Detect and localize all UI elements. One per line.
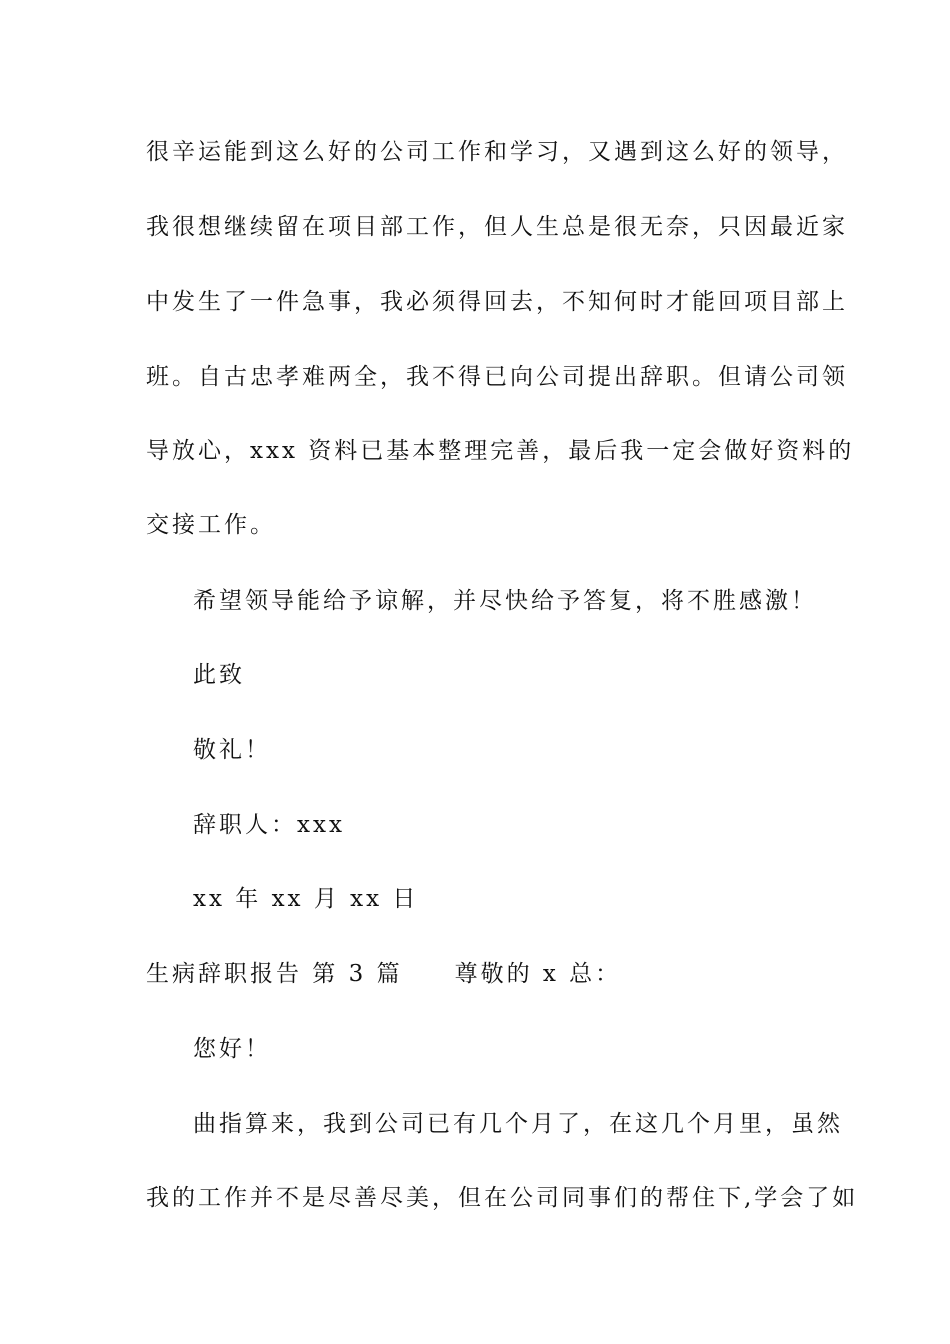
paragraph-line-2: 我很想继续留在项目部工作，但人生总是很无奈，只因最近家 xyxy=(146,214,848,240)
section-heading-line xyxy=(146,959,816,989)
closing-line-2: 敬礼！ xyxy=(193,737,271,763)
closing-line-1: 此致 xyxy=(193,662,245,688)
body-line-2: 我的工作并不是尽善尽美，但在公司同事们的帮住下,学会了如 xyxy=(146,1185,859,1211)
greeting-line: 您好！ xyxy=(193,1036,271,1062)
paragraph-line-1: 很辛运能到这么好的公司工作和学习，又遇到这么好的领导， xyxy=(146,139,848,165)
date-line: xx 年 xx 月 xx 日 xyxy=(193,886,419,912)
section-title: 生病辞职报告 第 3 篇 xyxy=(146,961,403,987)
hope-line: 希望领导能给予谅解，并尽快给予答复，将不胜感激！ xyxy=(193,588,817,614)
salutation: 尊敬的 x 总： xyxy=(454,961,622,987)
paragraph-line-5: 导放心，xxx 资料已基本整理完善，最后我一定会做好资料的 xyxy=(146,438,855,464)
signature-line: 辞职人：xxx xyxy=(193,812,345,838)
body-line-1: 曲指算来，我到公司已有几个月了，在这几个月里，虽然 xyxy=(193,1111,843,1137)
paragraph-line-6: 交接工作。 xyxy=(146,512,276,538)
paragraph-line-3: 中发生了一件急事，我必须得回去，不知何时才能回项目部上 xyxy=(146,289,848,315)
paragraph-line-4: 班。自古忠孝难两全，我不得已向公司提出辞职。但请公司领 xyxy=(146,364,848,390)
